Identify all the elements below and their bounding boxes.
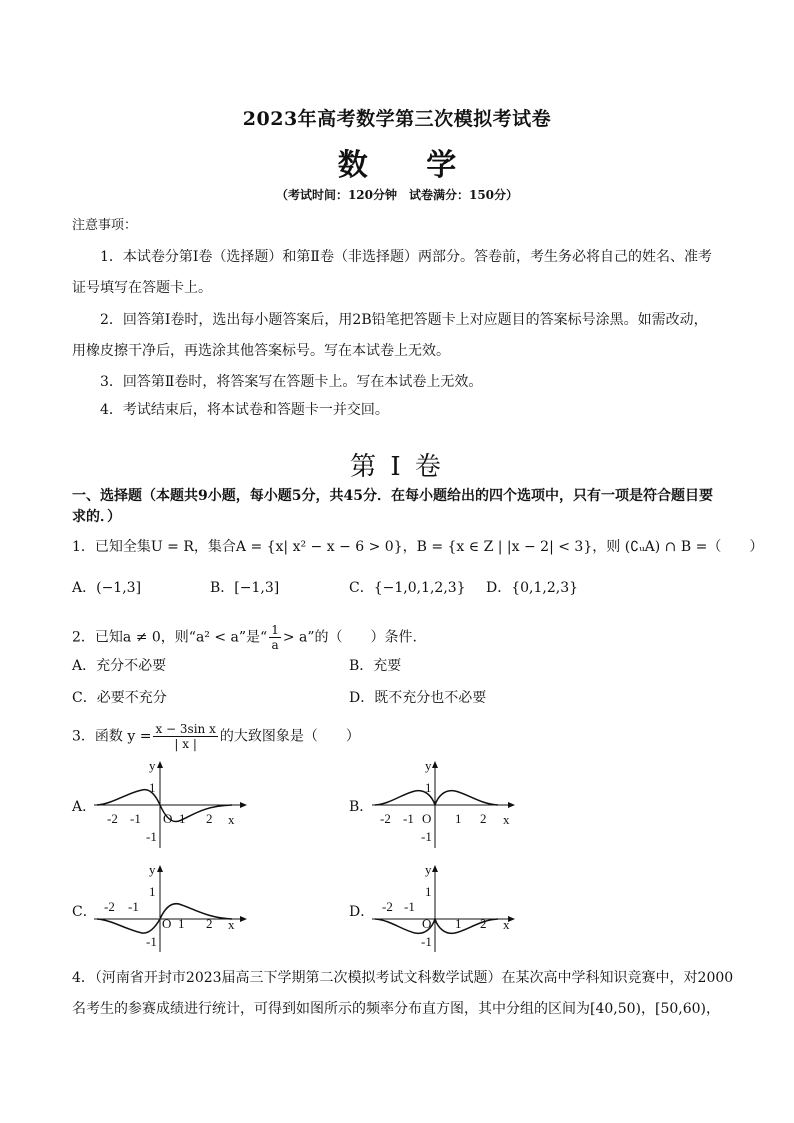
exam-meta: （考试时间：120分钟 试卷满分：150分） [275, 188, 519, 202]
y-axis-arrow [432, 761, 438, 768]
question-2-post: > a”的（ ）条件. [282, 629, 417, 646]
tick-label-neg2: -2 [380, 811, 391, 826]
tick-label-neg1y: -1 [146, 829, 157, 844]
tick-label-neg1y: -1 [146, 934, 157, 949]
section-title: 第 I 卷 [350, 452, 444, 482]
graph-a-label: A． [72, 799, 97, 815]
graph-d [370, 862, 530, 957]
tick-label-1: 1 [149, 884, 156, 899]
tick-label-1: 1 [149, 780, 156, 795]
function-curve [375, 791, 498, 805]
question-1-option-b: B．[−1,3] [210, 580, 280, 596]
note-2-line-1: 2．回答第Ⅰ卷时，选出每小题答案后，用2B铅笔把答题卡上对应题目的答案标号涂黑。如需改动， [100, 312, 708, 328]
question-1-option-c: C．{−1,0,1,2,3} [349, 580, 466, 596]
tick-label-neg1: -1 [128, 899, 139, 914]
question-2-option-a: A．充分不必要 [72, 658, 167, 674]
question-1-option-d: D．{0,1,2,3} [486, 580, 579, 596]
x-axis-label: x [228, 812, 235, 827]
question-4-line-2: 名考生的参赛成绩进行统计，可得到如图所示的频率分布直方图，其中分组的区间为[40,50)，[50,60)， [72, 1001, 721, 1017]
subject-title: 数 学 [337, 148, 481, 183]
graph-b-label: B． [349, 799, 374, 815]
question-2-text [72, 623, 417, 652]
graph-c [92, 862, 252, 957]
tick-label-2: 2 [480, 916, 487, 931]
note-3: 3．回答第Ⅱ卷时，将答案写在答题卡上。写在本试卷上无效。 [100, 374, 483, 390]
question-2-option-d: D．既不充分也不必要 [349, 690, 487, 706]
question-2-option-c: C．必要不充分 [72, 690, 167, 706]
note-2-line-2: 用橡皮擦干净后，再选涂其他答案标号。写在本试卷上无效。 [72, 343, 450, 359]
tick-label-1x: 1 [455, 811, 462, 826]
origin-label: O [422, 916, 432, 931]
tick-label-neg1: -1 [130, 811, 141, 826]
question-3-text [72, 722, 360, 751]
question-3-post: 的大致图象是（ ） [219, 728, 360, 745]
tick-label-1x: 1 [178, 916, 185, 931]
tick-label-1x: 1 [455, 916, 462, 931]
x-axis-arrow [240, 802, 247, 808]
notes-heading: 注意事项： [72, 218, 138, 233]
question-3-fraction [153, 722, 217, 751]
tick-label-neg2: -2 [104, 899, 115, 914]
fraction-numerator: 1 [271, 623, 279, 637]
graph-d-label: D． [349, 904, 375, 920]
y-axis-arrow [157, 865, 163, 872]
x-axis-arrow [240, 916, 247, 922]
tick-label-1: 1 [425, 780, 432, 795]
note-4: 4．考试结束后，将本试卷和答题卡一并交回。 [100, 402, 389, 418]
question-3-pre: 3．函数 y = [72, 728, 152, 745]
note-1-line-1: 1．本试卷分第Ⅰ卷（选择题）和第Ⅱ卷（非选择题）两部分。答卷前，考生务必将自己的姓名、准考 [100, 249, 712, 265]
question-1-text: 1．已知全集U = R，集合A = {x| x² − x − 6 > 0}，B = {x ∈ Z | |x − 2| < 3}，则 (∁ᵤA) ∩ B =（ ） [72, 539, 764, 555]
y-axis-label: y [425, 758, 432, 773]
y-axis-arrow [157, 761, 163, 768]
origin-label: O [162, 916, 172, 931]
tick-label-neg2: -2 [382, 899, 393, 914]
x-axis-label: x [503, 917, 510, 932]
y-axis-label: y [149, 758, 156, 773]
tick-label-neg1y: -1 [421, 934, 432, 949]
origin-label: O [163, 811, 173, 826]
part1-instruction-line-1: 一、选择题（本题共9小题，每小题5分，共45分．在每小题给出的四个选项中，只有一项是符合题目要 [72, 488, 713, 504]
question-2-fraction [269, 623, 281, 652]
tick-label-2: 2 [206, 916, 213, 931]
tick-label-neg1: -1 [404, 899, 415, 914]
graph-c-label: C． [72, 904, 97, 920]
fraction-numerator: x − 3sin x [155, 722, 216, 736]
graph-b [370, 758, 530, 853]
x-axis-label: x [228, 917, 235, 932]
tick-label-1: 1 [425, 884, 432, 899]
note-1-line-2: 证号填写在答题卡上。 [72, 280, 212, 296]
x-axis-label: x [503, 812, 510, 827]
question-2-pre: 2．已知a ≠ 0，则“a² < a”是“ [72, 629, 268, 646]
tick-label-1x: 1 [179, 811, 186, 826]
question-1-option-a: A．(−1,3] [72, 580, 142, 596]
tick-label-neg1: -1 [403, 811, 414, 826]
origin-label: O [422, 811, 432, 826]
tick-label-2: 2 [480, 811, 487, 826]
y-axis-label: y [149, 862, 156, 877]
tick-label-neg2: -2 [107, 811, 118, 826]
graph-a [92, 758, 252, 853]
y-axis-arrow [432, 865, 438, 872]
y-axis-label: y [425, 862, 432, 877]
fraction-denominator: a [271, 638, 279, 652]
x-axis-arrow [508, 802, 515, 808]
tick-label-2: 2 [206, 811, 213, 826]
part1-instruction-line-2: 求的．） [72, 509, 121, 525]
fraction-denominator: | x | [174, 737, 197, 751]
exam-title: 2023年高考数学第三次模拟考试卷 [242, 108, 552, 130]
question-4-line-1: 4．（河南省开封市2023届高三下学期第二次模拟考试文科数学试题）在某次高中学科知识竞赛中，对2000 [72, 970, 734, 986]
question-2-option-b: B．充要 [349, 658, 402, 674]
tick-label-neg1y: -1 [421, 829, 432, 844]
